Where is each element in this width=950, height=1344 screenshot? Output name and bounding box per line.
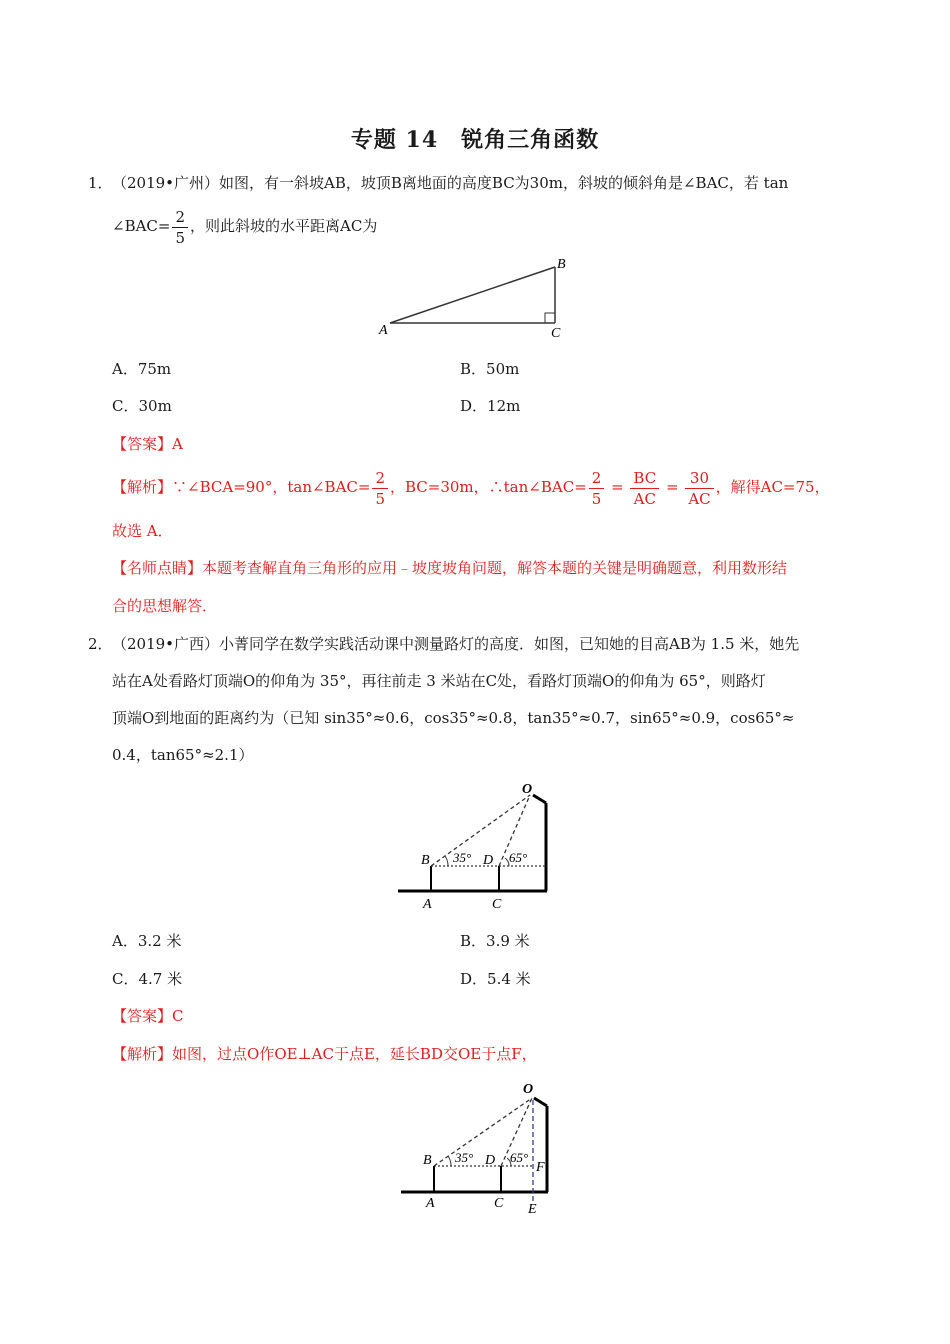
q2-option-c[interactable]: C．4.7 米 [112,970,183,988]
q1-answer: 【答案】A [112,435,183,453]
question-2-text-line3: 顶端O到地面的距离约为（已知 sin35°≈0.6，cos35°≈0.8，tan35°≈0.7，sin65°≈0.9，cos65°≈ [112,709,795,727]
figure-1-slope [375,250,575,342]
q2-option-b[interactable]: B．3.9 米 [460,932,530,950]
fig1-label-a: A [379,323,388,338]
q1-analysis-part3: ，解得AC=75， [715,478,830,496]
q1-tip-line1: 【名师点睛】本题考查解直角三角形的应用﹣坡度坡角问题，解答本题的关键是明确题意，利用数形结 [112,559,788,577]
fig3-label-d: D [485,1153,496,1168]
question-2-text-line4: 0.4，tan65°≈2.1） [112,746,254,764]
fig3-angle-35: 35° [455,1150,474,1165]
q1-option-c[interactable]: C．30m [112,397,172,415]
q1-analysis-part1: ∵∠BCA=90°，tan∠BAC= [172,478,371,496]
figure-3-streetlight-solution [396,1073,566,1223]
fig3-angle-65: 65° [510,1150,529,1165]
page-title: 专题 14 锐角三角函数 [350,127,600,153]
q1-fraction: $\frac{2}{5}$ [172,207,188,248]
fig2-angle-35: 35° [453,850,472,865]
q2-option-d[interactable]: D．5.4 米 [460,970,531,988]
fig3-label-c: C [494,1196,504,1211]
q1-analysis-label: 【解析】 [112,478,173,496]
q1-tan-expr: ∠BAC= [112,217,171,235]
fig1-label-b: B [557,257,566,272]
q1-question-tail: ，则此斜坡的水平距离AC为 [190,217,378,235]
q1-analysis: 【解析】∵∠BCA=90°，tan∠BAC= $\frac{2}{5}$ ，BC=30m，∴tan∠BAC= $\frac{2}{5}$ = $\frac{BC}{AC}$ = $\frac{30}{AC}$ ，解得AC=75， [112,468,830,508]
fig3-label-f: F [536,1160,545,1175]
fig2-label-o: O [522,782,533,797]
question-1-text-line2 [112,203,872,249]
fig3-label-e: E [528,1202,537,1217]
q2-option-a[interactable]: A．3.2 米 [112,932,182,950]
question-1-text-line1: （2019•广州）如图，有一斜坡AB，坡顶B离地面的高度BC为30m，斜坡的倾斜角是∠BAC，若 tan [112,174,789,192]
figure-2-streetlight [390,770,560,915]
q1-option-b[interactable]: B．50m [460,360,520,378]
q1-tip-line2: 合的思想解答． [112,597,218,615]
q2-answer: 【答案】C [112,1007,184,1025]
fig2-label-d: D [483,853,494,868]
question-2-number: 2． [88,635,113,653]
q1-analysis-part2: ，BC=30m，∴tan∠BAC= [390,478,587,496]
question-2-text-line1: （2019•广西）小菁同学在数学实践活动课中测量路灯的高度．如图，已知她的目高AB为 1.5 米，她先 [112,635,800,653]
fig2-angle-65: 65° [509,850,528,865]
q2-analysis: 【解析】如图，过点O作OE⊥AC于点E，延长BD交OE于点F， [112,1045,537,1063]
q1-option-d[interactable]: D．12m [460,397,521,415]
question-2-text-line2: 站在A处看路灯顶端O的仰角为 35°，再往前走 3 米站在C处，看路灯顶端O的仰角为 65°，则路灯 [112,672,766,690]
fig2-label-a: A [423,897,432,912]
fig2-label-b: B [421,853,430,868]
fig1-label-c: C [551,326,561,341]
fig3-label-a: A [426,1196,435,1211]
q1-analysis-conclusion: 故选 A． [112,522,173,540]
fig3-label-b: B [423,1153,432,1168]
fig3-label-o: O [523,1082,534,1097]
q1-option-a[interactable]: A．75m [112,360,172,378]
question-1-number: 1． [88,174,113,192]
fig2-label-c: C [492,897,502,912]
